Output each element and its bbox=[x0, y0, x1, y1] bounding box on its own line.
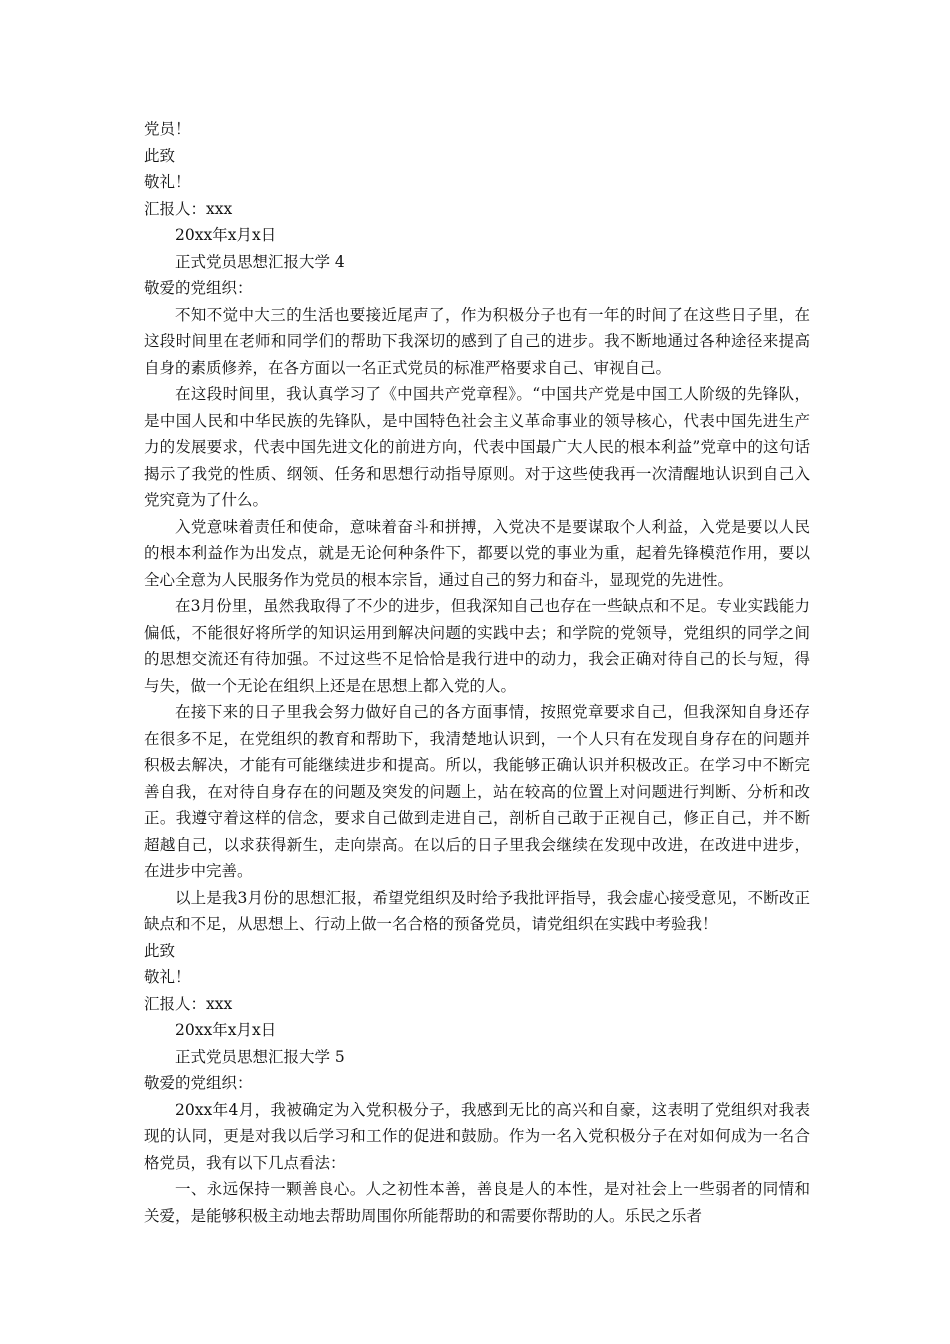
paragraph: 不知不觉中大三的生活也要接近尾声了，作为积极分子也有一年的时间了在这些日子里，在这段时间里在老师和同学们的帮助下我深切的感到了自己的进步。我不断地通过各种途径来提高自身的素质修养，在各方面以一名正式党员的标准严格要求自己、审视自己。 bbox=[144, 305, 810, 377]
salutation-line: 敬礼！ bbox=[144, 968, 191, 986]
date-line: 20xx年x月x日 bbox=[175, 226, 277, 244]
greeting-line: 敬爱的党组织： bbox=[144, 279, 253, 297]
salutation-line: 此致 bbox=[144, 941, 176, 960]
paragraph: 入党意味着责任和使命，意味着奋斗和拼搏，入党决不是要谋取个人利益，入党是要以人民的根本利益作为出发点，就是无论何种条件下，都要以党的事业为重，起着先锋模范作用，要以全心全意为人民服务作为党员的根本宗旨，通过自己的努力和奋斗，显现党的先进性。 bbox=[144, 517, 810, 589]
date-line: 20xx年x月x日 bbox=[175, 1021, 277, 1039]
document-body bbox=[144, 116, 810, 1229]
paragraph: 以上是我3月份的思想汇报，希望党组织及时给予我批评指导，我会虚心接受意见，不断改正缺点和不足，从思想上、行动上做一名合格的预备党员，请党组织在实践中考验我！ bbox=[144, 888, 810, 933]
greeting-line: 敬爱的党组织： bbox=[144, 1074, 253, 1092]
paragraph: 在3月份里，虽然我取得了不少的进步，但我深知自己也存在一些缺点和不足。专业实践能力偏低，不能很好将所学的知识运用到解决问题的实践中去；和学院的党领导，党组织的同学之间的思想交流还有待加强。不过这些不足恰恰是我行进中的动力，我会正确对待自己的长与短，得与失，做一个无论在组织上还是在思想上都入党的人。 bbox=[144, 597, 810, 695]
report-title: 正式党员思想汇报大学 4 bbox=[175, 252, 345, 271]
reporter-line: 汇报人：xxx bbox=[144, 994, 233, 1013]
reporter-line: 汇报人：xxx bbox=[144, 199, 233, 218]
paragraph: 在这段时间里，我认真学习了《中国共产党章程》。“中国共产党是中国工人阶级的先锋队，是中国人民和中华民族的先锋队，是中国特色社会主义革命事业的领导核心，代表中国先进生产力的发展要求，代表中国先进文化的前进方向，代表中国最广大人民的根本利益”党章中的这句话揭示了我党的性质、纲领、任务和思想行动指导原则。对于这些使我再一次清醒地认识到自己入党究竟为了什么。 bbox=[144, 385, 810, 509]
salutation-line: 此致 bbox=[144, 146, 176, 165]
report-title: 正式党员思想汇报大学 5 bbox=[175, 1047, 345, 1066]
paragraph: 一、永远保持一颗善良心。人之初性本善，善良是人的本性，是对社会上一些弱者的同情和关爱，是能够积极主动地去帮助周围你所能帮助的和需要你帮助的人。乐民之乐者 bbox=[144, 1180, 810, 1225]
paragraph: 20xx年4月，我被确定为入党积极分子，我感到无比的高兴和自豪，这表明了党组织对我表现的认同，更是对我以后学习和工作的促进和鼓励。作为一名入党积极分子在对如何成为一名合格党员，我有以下几点看法： bbox=[144, 1100, 810, 1172]
paragraph: 在接下来的日子里我会努力做好自己的各方面事情，按照党章要求自己，但我深知自身还存在很多不足，在党组织的教育和帮助下，我清楚地认识到，一个人只有在发现自身存在的问题并积极去解决，才能有可能继续进步和提高。所以，我能够正确认识并积极改正。在学习中不断完善自我，在对待自身存在的问题及突发的问题上，站在较高的位置上对问题进行判断、分析和改正。我遵守着这样的信念，要求自己做到走进自己，剖析自己敢于正视自己，修正自己，并不断超越自己，以求获得新生，走向崇高。在以后的日子里我会继续在发现中改进，在改进中进步，在进步中完善。 bbox=[144, 703, 810, 880]
closing-line: 党员！ bbox=[144, 120, 191, 138]
salutation-line: 敬礼！ bbox=[144, 173, 191, 191]
